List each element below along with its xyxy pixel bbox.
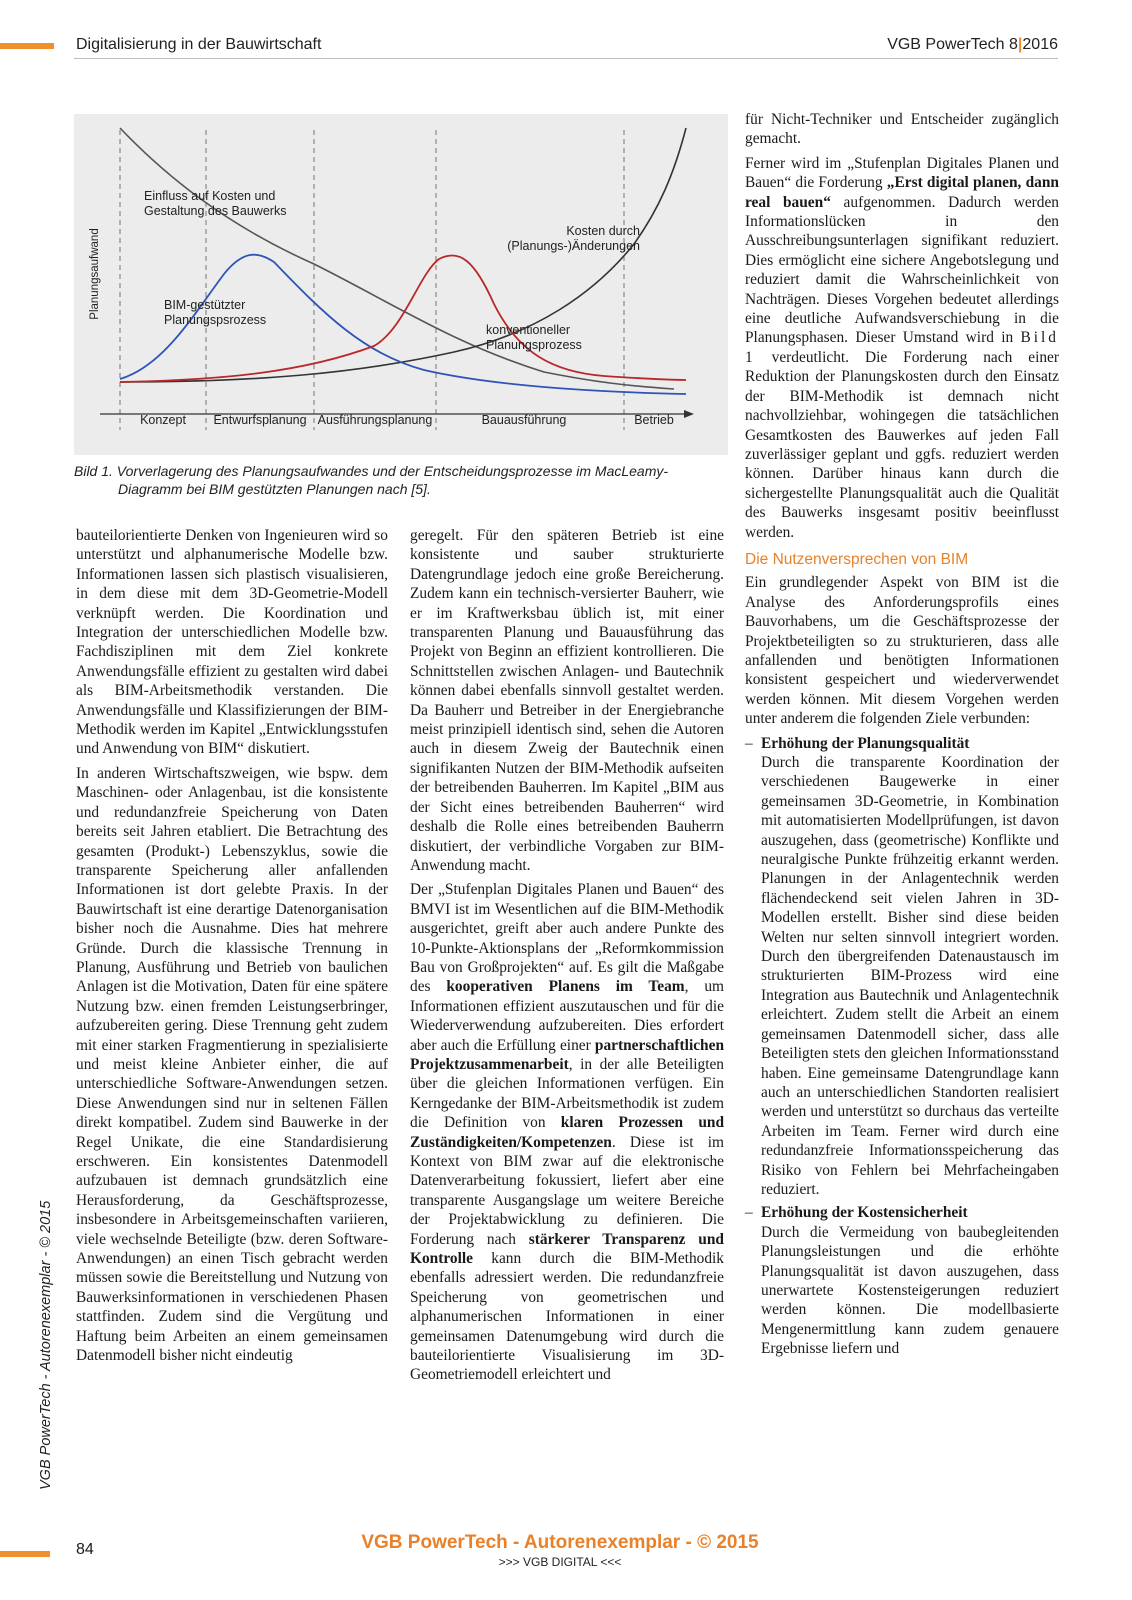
page-number: 84 (76, 1541, 94, 1558)
phase-label: Konzept (140, 413, 186, 427)
paragraph: bauteilorientierte Denken von Ingenieuren wird so unterstützt und alphanumerische Modelle bzw. Informationen lassen sich plastisch visualisieren, in dem diese mit dem 3D-Geometrie-Modell verknüpft werden. Die Koordination und Integration der unterschiedlichen Modelle bzw. Fachdisziplinen mit dem Ziel konkrete Anwendungsfälle effizient zu gestalten wird dabei als BIM-Arbeitsmethodik verstanden. Die Anwendungsfälle und Klassifizierungen der BIM-Methodik werden im Kapitel „Entwicklungsstufen und Anwendung von BIM“ diskutiert. (76, 527, 388, 758)
side-watermark: VGB PowerTech - Autorenexemplar - © 2015 (38, 1200, 54, 1490)
phase-label: Ausführungsplanung (317, 413, 433, 427)
text-run: . Diese ist im Kontext von BIM zwar auf die elektronische Datenverarbeitung fokussiert, liefert aber eine transparente Ausgangslage um weitere Bereiche der Projektabwicklung zu definieren. Die Forderung nach (410, 1133, 724, 1248)
footer-accent-bar (0, 1551, 50, 1557)
issue-separator: | (1017, 36, 1023, 53)
figure-caption (74, 462, 728, 498)
text-column-1 (76, 526, 388, 1370)
paragraph: für Nicht-Techniker und Entscheider zugänglich gemacht. (745, 111, 1059, 148)
influence-curve (120, 128, 674, 389)
text-run: kann durch die BIM-Methodik ebenfalls adressiert werden. Die redundanzfreie Speicherung von geometrischen und alphanumerischen Informationen in einer gemeinsamen Datenumgebung wird durch die bauteilorientierte Visualisierung im 3D-Geometriemodell erleichtert und (410, 1250, 724, 1384)
text-run: , um Informationen effizient auszutauschen und für die Wiederverwendung aufzubereiten. Dies erfordert aber auch die Erfüllung einer (410, 978, 724, 1054)
list-dash: – (745, 1204, 753, 1222)
header-rule (74, 58, 1058, 59)
cost-label-1: Kosten durch (566, 224, 640, 238)
influence-label-1: Einfluss auf Kosten und (144, 189, 276, 203)
paragraph (745, 154, 1059, 542)
text-run: verdeutlicht. Die Forderung nach einer Reduktion der Planungskosten durch den Einsatz der BIM-Methodik ist demnach nicht nachvollziehbar, wohingegen die tatsächlichen Gesamtkosten des Bauwerkes auf jeden Fall zuverlässiger geplant und ggfs. reduziert werden können. Darüber hinaus kann durch die sichergestellte Planungsqualität auch die Qualität des Bauwerks insgesamt positiv beeinflusst werden. (745, 348, 1059, 541)
text-run: Der „Stufenplan Digitales Planen und Bauen“ des BMVI ist im Wesentlichen auf die BIM-Methodik ausgerichtet, greift aber auch andere Punkte des 10-Punkte-Aktionsplans der „Reformkommission Bau von Großprojekten“ auf. Es gilt die Maßgabe des (410, 881, 724, 996)
text-column-2 (410, 526, 724, 1390)
caption-line-2: Diagramm bei BIM gestützten Planungen nach [5]. (118, 481, 431, 497)
phase-label: Entwurfsplanung (213, 413, 307, 427)
text-run: aufgenommen. Dadurch werden Informationslücken in den Ausschreibungsunterlagen signifikant reduziert. Dies ermöglicht eine sichere Angebotslegung und reduziert damit die Wahrscheinlichkeit von Nachträgen. Dieses Vorgehen bedeutet allerdings eine deutliche Aufwandsverschiebung in die Planungsphasen. Dieser Umstand wird in (745, 193, 1059, 347)
phase-label: Betrieb (634, 413, 674, 427)
list-item-title: Erhöhung der Kostensicherheit (761, 1204, 968, 1222)
list-dash: – (745, 734, 753, 752)
emphasis: kooperativen Planens im Team (446, 978, 685, 996)
paragraph (410, 880, 724, 1385)
paragraph: Ein grundlegender Aspekt von BIM ist die Analyse des Anforderungsprofils eines Bauvorhabens, um die Geschäftsprozesse der Projektbeteiligten so zu strukturieren, dass alle anfallenden und benötigten Informationen konsistent gespeichert und wiederverwendet werden können. Mit diesem Vorgehen werden unter anderem die folgenden Ziele verbunden: (745, 574, 1059, 728)
footer-subtitle: >>> VGB DIGITAL <<< (498, 1555, 622, 1569)
header-accent-bar (0, 43, 54, 49)
journal-year: 2016 (1022, 36, 1058, 53)
conventional-label-1: konventioneller (486, 323, 571, 337)
list-item-text: Durch die transparente Koordination der verschiedenen Baugewerke in einer gemeinsamen 3D-Geometrie, in Kombination mit automatisierten Modellprüfungen, ist davon auszugehen, dass (geometrische) Konflikte und neuralgische Punkte frühzeitig erkannt werden. Planungen in der Anlagentechnik werden flächendeckend seit vielen Jahren in 3D-Modellen erstellt. Bisher sind diese beiden Welten nur selten sinnvoll integriert worden. Durch den übergreifenden Datenaustausch im strukturierten BIM-Prozess wird eine Integration aus Bautechnik und Anlagentechnik erleichtert. Zudem stellt die Arbeit an einem gemeinsamen Datenmodell sicher, dass alle Beteiligten stets den gleichen Informationsstand haben. Eine gemeinsame Datengrundlage kann auch an unterschiedlichen Standorten realisiert werden und unterstützt so durchaus das verteilte Arbeiten im Team. Ferner wird durch eine redundanzfreie Informationsspeicherung das Risiko von Fehlern bei Mehrfacheingaben reduziert. (761, 754, 1059, 1198)
paragraph: geregelt. Für den späteren Betrieb ist eine konsistente und sauber strukturierte Datengrundlage jedoch eine große Bereicherung. Zudem kann ein technisch-versierter Bauherr, wie er im Kraftwerksbau üblich ist, mit einer transparenten Planung und Bauausführung das Projekt von Beginn an effizient kontrollieren. Die Schnittstellen zwischen Anlagen- und Bautechnik können dabei ebenfalls sinnvoll gestaltet werden. Da Bauherr und Betreiber in der Energiebranche meist prinzipiell identisch sind, sehen die Autoren auch in diesem Zweig der Bautechnik einen signifikanten Nutzen der BIM-Methodik aufseiten der betreibenden Bauherren. Im Kapitel „BIM aus der Sicht eines betreibenden Bauherren“ wird deshalb die Rolle eines betreibenden Bauherrn diskutiert, der verbindliche Vorgaben zur BIM-Anwendung macht. (410, 527, 724, 874)
section-heading: Die Nutzenversprechen von BIM (745, 550, 969, 568)
emphasis: klaren Prozessen und Zuständigkeiten/Kompetenzen (410, 1114, 725, 1151)
list-item (745, 734, 1059, 1200)
figure-reference: Bild 1 (745, 329, 1059, 366)
bim-label-1: BIM-gestützter (164, 298, 246, 312)
x-axis-arrow (684, 410, 694, 418)
paragraph: In anderen Wirtschaftszweigen, wie bspw. dem Maschinen- oder Anlagenbau, ist die konsistente und redundanzfreie Speicherung von Daten bereits seit Jahren etabliert. Die Betrachtung des gesamten (Produkt-) Lebenszyklus, sowie die transparente Speicherung aller anfallenden Informationen ist dort gelebte Praxis. In der Bauwirtschaft ist eine derartige Datenorganisation bisher noch die Ausnahme. Dies hat mehrere Gründe. Durch die klassische Trennung in Planung, Ausführung und Betrieb von baulichen Anlagen ist die Motivation, Daten für eine spätere Nutzung bzw. einen fremden Leistungserbringer, aufzubereiten gering. Diese Trennung geht zudem mit einer starken Fragmentierung in spezialisierte und meist kleine Anbieter einher, die auf unterschiedliche Software-Anwendungen setzen. Diese Anwendungen sind nur in seltenen Fällen direkt kompatibel. Zudem sind Bauwerke in der Regel Unikate, die eine Standardisierung erschweren. Ein konsistentes Datenmodell aufzubauen ist demnach grundsätzlich eine Herausforderung, da Geschäftsprozesse, insbesondere in Arbeitsgemeinschaften variieren, viele wechselnde Beteiligte (bzw. deren Software-Anwendungen) an einen Tisch gebracht werden müssen sowie die Bereitstellung und Nutzung von Bauwerksinformationen in verschiedenen Phasen stattfinden. Zudem sind die Vergütung und Haftung beim Arbeiten an einem gemeinsamen Datenmodell bisher nicht eindeutig (76, 764, 388, 1365)
list-item-text: Durch die Vermeidung von baubegleitenden Planungsleistungen und die erhöhte Planungsqualität ist davon auszugehen, dass unerwartete Kostensteigerungen reduziert werden können. Die modellbasierte Mengenermittlung kann zudem genauere Ergebnisse liefern und (761, 1223, 1059, 1358)
journal-name: VGB PowerTech 8 (887, 36, 1018, 53)
macleamy-diagram (74, 114, 728, 455)
list-item-title: Erhöhung der Planungsqualität (761, 734, 970, 752)
text-run: Ferner wird im „Stufenplan Digitales Planen und Bauen“ die Forderung (745, 154, 1059, 192)
list-item (745, 1203, 1059, 1358)
phase-label: Bauausführung (481, 413, 567, 427)
running-title: Digitalisierung in der Bauwirtschaft (76, 36, 322, 53)
y-axis-label: Planungsaufwand (89, 228, 101, 320)
diagram-svg (74, 114, 728, 455)
influence-label-2: Gestaltung des Bauwerks (144, 204, 287, 218)
conventional-label-2: Planungsprozess (486, 338, 582, 352)
journal-issue (887, 36, 1058, 54)
text-run: , in der alle Beteiligten über die gleichen Informationen verfügen. Ein Kerngedanke der BIM-Arbeitsmethodik ist zudem die Definition von (410, 1055, 724, 1132)
bim-label-2: Planungspsrozess (164, 313, 267, 327)
cost-label-2: (Planungs-)Änderungen (507, 239, 640, 253)
emphasis: stärkerer Transparenz und Kontrolle (410, 1230, 724, 1268)
caption-line-1: Bild 1. Vorverlagerung des Planungsaufwandes und der Entscheidungsprozesse im MacLeamy- (74, 463, 669, 479)
cost-curve (120, 128, 686, 382)
emphasis: „Erst digital planen, dann real bauen“ (745, 174, 1059, 211)
footer-watermark: VGB PowerTech - Autorenexemplar - © 2015 (361, 1532, 759, 1553)
emphasis: partnerschaftlichen Projektzusammenarbeit (410, 1036, 724, 1073)
text-column-3 (745, 110, 1059, 1359)
